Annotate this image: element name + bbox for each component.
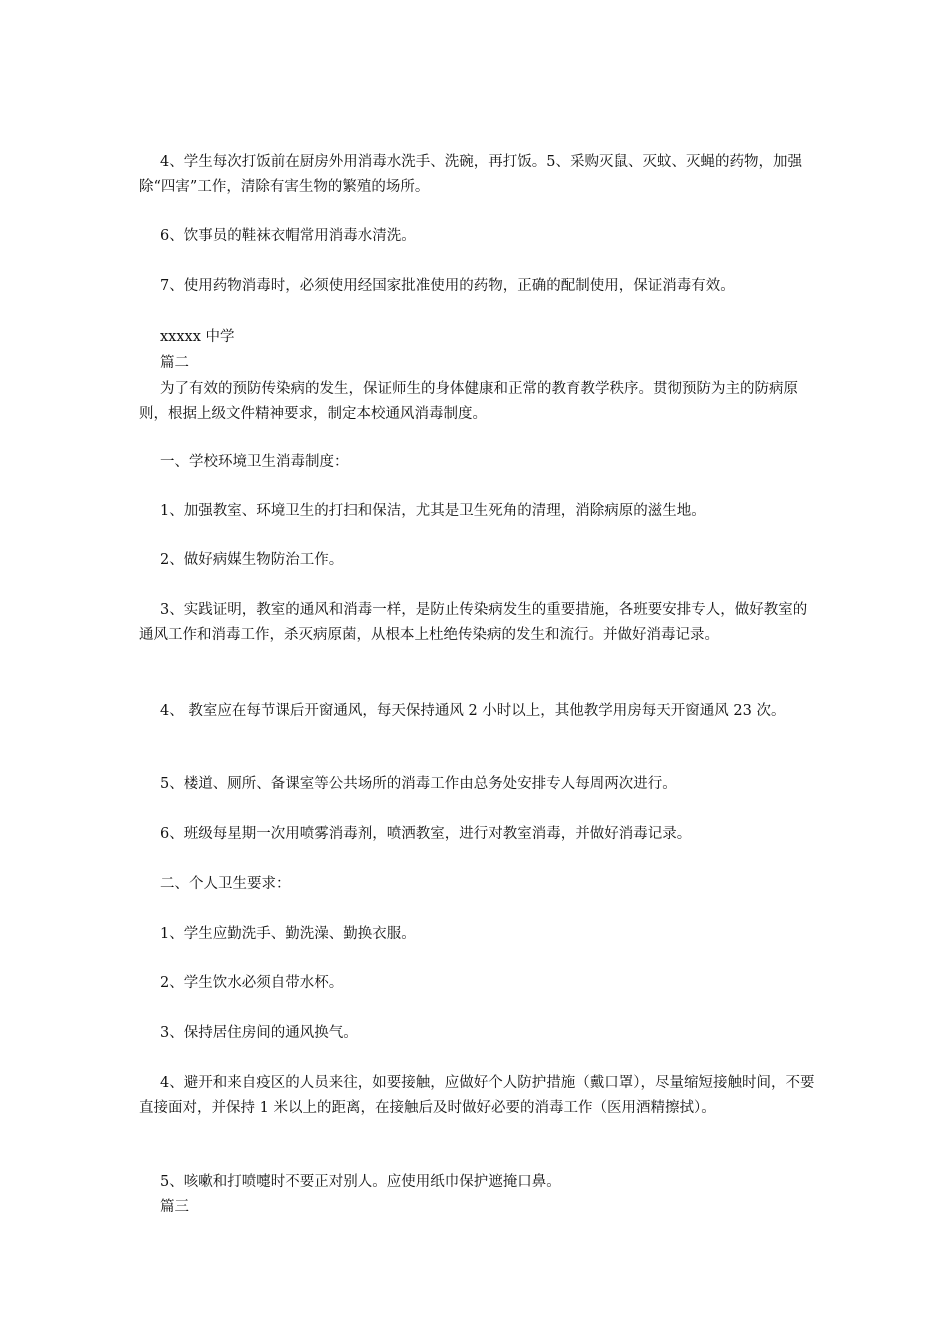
paragraph-approved-drugs: 7、使用药物消毒时，必须使用经国家批准使用的药物，正确的配制使用，保证消毒有效。: [160, 278, 735, 294]
heading-personal-hygiene: 二、个人卫生要求：: [160, 876, 291, 892]
section-heading-part-three: 篇三: [160, 1199, 189, 1215]
heading-environment-disinfection: 一、学校环境卫生消毒制度：: [160, 454, 349, 470]
paragraph-cleaning: 1、加强教室、环境卫生的打扫和保洁，尤其是卫生死角的清理，消除病原的滋生地。: [160, 503, 706, 519]
paragraph-public-areas: 5、楼道、厕所、备课室等公共场所的消毒工作由总务处安排专人每周两次进行。: [160, 776, 677, 792]
paragraph-avoid-contact: 4、避开和来自疫区的人员来往，如要接触，应做好个人防护措施（戴口罩），尽量缩短接触时间，不要直接面对，并保持 1 米以上的距离，在接触后及时做好必要的消毒工作（医用酒精擦拭）。: [139, 1075, 815, 1116]
paragraph-water-cup: 2、学生饮水必须自带水杯。: [160, 975, 344, 991]
paragraph-intro: 为了有效的预防传染病的发生，保证师生的身体健康和正常的教育教学秩序。贯彻预防为主的防病原则，根据上级文件精神要求，制定本校通风消毒制度。: [139, 381, 798, 422]
paragraph-window-ventilation: 4、 教室应在每节课后开窗通风，每天保持通风 2 小时以上，其他教学用房每天开窗通风 23 次。: [160, 703, 786, 719]
paragraph-weekly-spray: 6、班级每星期一次用喷雾消毒剂，喷洒教室，进行对教室消毒，并做好消毒记录。: [160, 826, 692, 842]
paragraph-staff-clothing: 6、饮事员的鞋袜衣帽常用消毒水清洗。: [160, 228, 416, 244]
paragraph-ventilation-practice: 3、实践证明，教室的通风和消毒一样，是防止传染病发生的重要措施，各班要安排专人，做好教室的通风工作和消毒工作，杀灭病原菌，从根本上杜绝传染病的发生和流行。并做好消毒记录。: [139, 602, 808, 643]
paragraph-vector-control: 2、做好病媒生物防治工作。: [160, 552, 344, 568]
paragraph-cough-etiquette: 5、咳嗽和打喷嚏时不要正对别人。应使用纸巾保护遮掩口鼻。: [160, 1174, 561, 1190]
paragraph-room-ventilation: 3、保持居住房间的通风换气。: [160, 1025, 358, 1041]
school-name: xxxxx 中学: [160, 329, 235, 345]
paragraph-canteen-hand-wash: 4、学生每次打饭前在厨房外用消毒水洗手、洗碗，再打饭。5、采购灭鼠、灭蚊、灭蝇的药物，加强除“四害”工作，清除有害生物的繁殖的场所。: [139, 154, 802, 195]
section-heading-part-two: 篇二: [160, 355, 189, 371]
paragraph-hand-washing: 1、学生应勤洗手、勤洗澡、勤换衣服。: [160, 926, 416, 942]
